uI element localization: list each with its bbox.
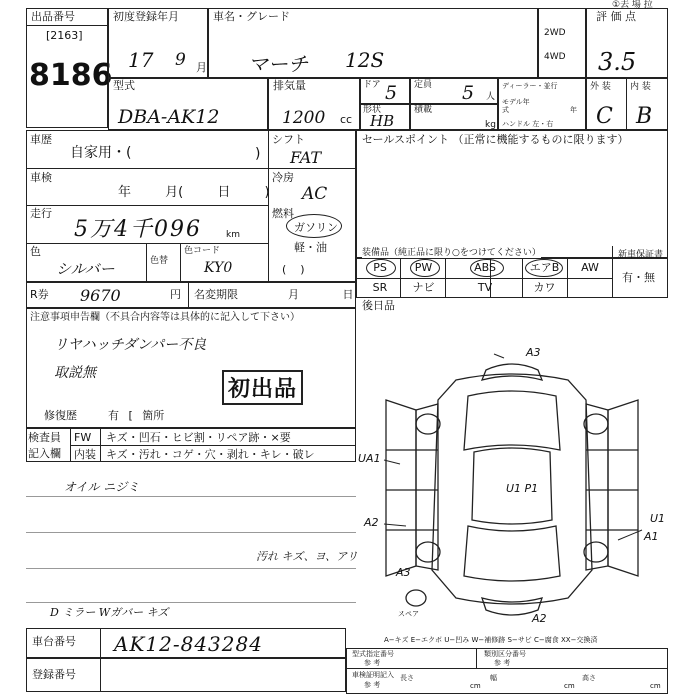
ref1: 参 考 (364, 659, 381, 667)
eval-label: 評 価 点 (596, 10, 636, 23)
exterior-label: 外 装 (590, 82, 611, 92)
divider (476, 648, 477, 668)
type-cert-label: 型式指定番号 (352, 650, 394, 658)
circle-abs (470, 259, 504, 277)
ref3: 参 考 (364, 681, 381, 689)
equipment-label: 装備品（純正品に限り○をつけてください） (362, 248, 541, 258)
load-unit: kg (485, 120, 496, 130)
color-change-label: 色替 (150, 256, 169, 266)
drive-box (538, 8, 586, 78)
width-label: 幅 (490, 674, 497, 682)
repair-value: 有 [ 箇所 (108, 409, 165, 422)
dealer-label: ディーラー・並行 (502, 82, 558, 90)
drive-4wd: 4WD (544, 52, 566, 62)
model-year-label: モデル年式 (502, 98, 530, 114)
notes-line1: リヤハッチダンパー不良 (54, 337, 207, 353)
color-value: シルバー (56, 260, 115, 278)
mark-a2-bottom: A2 (532, 612, 547, 625)
equipment-abs: ABS (474, 261, 496, 274)
remark-1: オイル ニジミ (64, 480, 140, 494)
first-reg-month: 9 (175, 50, 186, 70)
height-cm: cm (650, 682, 661, 690)
first-listing-stamp: 初出品 (222, 370, 303, 405)
width-cm: cm (564, 682, 575, 690)
length-cm: cm (470, 682, 481, 690)
capacity-label: 定員 (414, 80, 433, 90)
length-label: 長さ (400, 674, 414, 682)
shape-value: HB (370, 112, 395, 130)
r-ticket-unit: 円 (170, 288, 181, 301)
entry-label: 記入欄 (28, 447, 61, 460)
divider (100, 658, 101, 692)
fuel-gasoline: ガソリン (294, 221, 338, 234)
month-unit: 月 (196, 61, 207, 74)
circle-airbag (525, 259, 563, 277)
divider (26, 25, 108, 26)
ac-value: AC (302, 184, 328, 204)
mark-a3-bottom: A3 (396, 566, 411, 579)
mark-a1-right: A1 (644, 530, 659, 543)
diagram-legend: A−キズ E−エクボ U−凹み W−補修跡 S−サビ C−腐食 XX−交換済 (384, 636, 598, 644)
mileage-label: 走行 (30, 207, 52, 220)
new-warranty-label: 新車保証書 (618, 250, 664, 260)
mark-a2-left: A2 (364, 516, 379, 529)
equipment-sr: SR (372, 281, 388, 294)
mark-u1-right: U1 (650, 512, 666, 525)
equipment-navi: ナビ (412, 281, 435, 294)
sales-point-box (356, 130, 668, 258)
divider (612, 246, 613, 298)
deadline-value: 月 日 (288, 288, 354, 301)
color-code-label: 色コード (184, 246, 221, 256)
divider (356, 278, 612, 279)
notes-label: 注意事項申告欄（不具合内容等は具体的に記入して下さい） (30, 312, 300, 323)
divider (70, 445, 356, 446)
circle-ps (366, 259, 396, 277)
history-value: 自家用・( (70, 145, 132, 161)
fuel-paren: ( ) (282, 263, 305, 276)
interior-label: 内 装 (630, 82, 651, 92)
interior-items: キズ・汚れ・コゲ・穴・剥れ・キレ・破レ (106, 448, 315, 461)
divider (626, 78, 627, 130)
lot-label: 出品番号 (31, 10, 75, 23)
model-label: 型式 (113, 79, 135, 92)
load-label: 積載 (414, 105, 433, 115)
displacement-label: 排気量 (273, 79, 306, 92)
lot-sub: [2163] (46, 29, 83, 42)
cc-unit: cc (340, 113, 353, 126)
divider (26, 243, 268, 244)
mileage-value: 5万4千096 (74, 217, 202, 242)
r-ticket-label: R券 (30, 288, 49, 301)
km-unit: km (226, 230, 240, 240)
divider (346, 668, 668, 669)
first-reg-label: 初度登録年月 (113, 10, 179, 23)
handle-label: ハンドル 左・右 (502, 120, 554, 128)
history-close: ) (255, 146, 261, 162)
divider (146, 243, 147, 282)
top-right-note: ①去 場 拉 (612, 0, 653, 10)
ac-label: 冷房 (272, 171, 294, 184)
r-ticket-value: 9670 (80, 286, 121, 305)
mark-spare: スペア (398, 610, 419, 618)
shift-value: FAT (290, 148, 322, 167)
color-label: 色 (30, 245, 41, 258)
doors-value: 5 (385, 82, 398, 104)
history-label: 車歴 (30, 133, 52, 146)
cert-label: 車検証明記入 (352, 671, 394, 679)
capacity-unit: 人 (486, 92, 496, 102)
chassis-label: 車台番号 (32, 635, 76, 648)
class-label: 類別区分番号 (484, 650, 526, 658)
divider (268, 130, 269, 282)
year-unit: 年 (570, 106, 577, 114)
mark-u1p1-roof: U1 P1 (506, 482, 539, 495)
displacement-value: 1200 (282, 108, 326, 128)
divider (100, 428, 101, 462)
interior-grade: B (636, 104, 653, 129)
reg-label: 登録番号 (32, 668, 76, 681)
drive-2wd: 2WD (544, 28, 566, 38)
inspection-value: 年 月( 日 ) (118, 185, 270, 200)
divider (26, 532, 356, 533)
first-reg-year: 17 (128, 48, 154, 72)
divider (26, 568, 356, 569)
inspection-label: 車検 (30, 171, 52, 184)
divider (567, 258, 568, 298)
remark-2: 汚れ キズ、ヨ、アリ (256, 550, 358, 563)
lot-number: 8186 (29, 58, 113, 93)
car-damage-diagram (356, 340, 668, 630)
repair-label: 修復歴 (44, 409, 77, 422)
equipment-ps: PS (373, 261, 387, 274)
divider (26, 496, 356, 497)
equipment-aw: AW (581, 261, 599, 274)
height-label: 高さ (582, 674, 596, 682)
capacity-value: 5 (462, 82, 475, 104)
mark-a3-top: A3 (526, 346, 541, 359)
deadline-label: 名変期限 (194, 288, 238, 301)
notes-line2: 取説無 (54, 365, 96, 381)
shift-label: シフト (272, 133, 305, 146)
divider (26, 205, 268, 206)
divider (400, 258, 401, 298)
color-code-value: KY0 (204, 260, 233, 276)
divider (188, 282, 189, 308)
car-name: マーチ (248, 52, 308, 76)
new-warranty-value: 有・無 (622, 271, 655, 284)
fuel-circle (286, 214, 342, 238)
model-value: DBA-AK12 (118, 106, 220, 128)
shape-label: 形状 (363, 105, 382, 115)
equipment-tv: TV (477, 281, 493, 294)
remark-3: D ミラー Wガバー キズ (50, 606, 169, 619)
inspector-label: 検査員 (28, 431, 61, 444)
fuel-label: 燃料 (272, 207, 294, 220)
exterior-grade: C (596, 104, 613, 129)
divider (445, 258, 446, 298)
eval-score: 3.5 (598, 48, 637, 76)
circle-pw (410, 259, 440, 277)
mark-ua1-left: UA1 (358, 452, 381, 465)
ref2: 参 考 (494, 659, 511, 667)
equipment-pw: PW (414, 261, 433, 274)
sales-point-label: セールスポイント （正常に機能するものに限ります） (362, 133, 629, 146)
rear-seat-label: 後日品 (362, 299, 395, 312)
divider (180, 243, 181, 282)
interior-row-label: 内装 (74, 448, 96, 461)
fw-label: FW (74, 431, 92, 444)
doors-label: ドア (363, 80, 381, 90)
divider (26, 602, 356, 603)
grade: 12S (345, 48, 385, 72)
divider (100, 628, 101, 658)
divider (26, 168, 356, 169)
chassis-value: AK12-843284 (114, 632, 263, 656)
equipment-leather: カワ (533, 281, 556, 294)
equipment-airbag: エアB (529, 261, 560, 274)
fuel-diesel: 軽・油 (294, 241, 327, 254)
fw-items: キズ・凹石・ヒビ割・リペア跡・×要 (106, 431, 291, 444)
car-name-label: 車名・グレード (213, 10, 290, 23)
